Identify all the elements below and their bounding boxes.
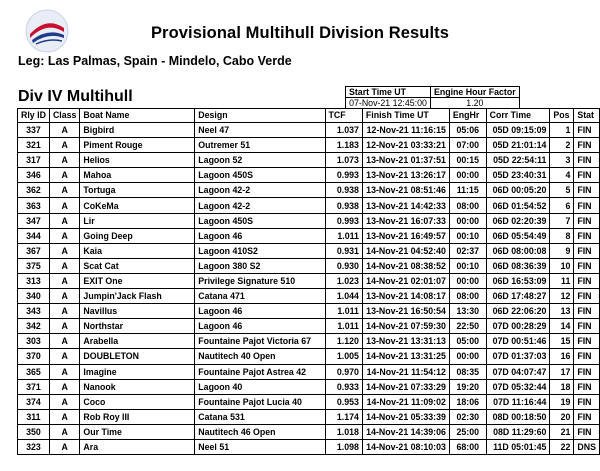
engine-hours-cell: 00:10 xyxy=(449,258,486,273)
position-cell: 5 xyxy=(550,183,574,198)
status-cell: FIN xyxy=(574,379,600,394)
race-meta-table xyxy=(345,86,520,109)
finish-time-cell: 14-Nov-21 11:54:12 xyxy=(362,364,449,379)
position-cell: 6 xyxy=(550,198,574,213)
position-cell: 19 xyxy=(550,394,574,409)
engine-hours-cell: 19:20 xyxy=(449,379,486,394)
table-row xyxy=(18,319,600,334)
position-cell: 16 xyxy=(550,349,574,364)
corrected-time-cell: 06D 17:48:27 xyxy=(486,289,550,304)
status-cell: FIN xyxy=(574,364,600,379)
engine-hours-cell: 18:06 xyxy=(449,394,486,409)
design-cell: Catana 531 xyxy=(195,409,325,424)
table-row xyxy=(18,228,600,243)
rally-id-cell: 375 xyxy=(18,258,50,273)
rally-id-cell: 371 xyxy=(18,379,50,394)
tcf-cell: 1.073 xyxy=(325,153,362,168)
engine-hours-cell: 00:00 xyxy=(449,213,486,228)
table-row xyxy=(18,258,600,273)
corrected-time-cell: 06D 00:05:20 xyxy=(486,183,550,198)
engine-hours-cell: 68:00 xyxy=(449,439,486,454)
engine-hours-cell: 11:15 xyxy=(449,183,486,198)
table-row xyxy=(18,198,600,213)
status-cell: FIN xyxy=(574,153,600,168)
engine-hours-cell: 25:00 xyxy=(449,424,486,439)
corrected-time-cell: 08D 00:18:50 xyxy=(486,409,550,424)
finish-time-cell: 14-Nov-21 04:52:40 xyxy=(362,243,449,258)
corrected-time-cell: 06D 22:06:20 xyxy=(486,304,550,319)
engine-hours-cell: 00:00 xyxy=(449,168,486,183)
design-cell: Lagoon 46 xyxy=(195,304,325,319)
design-cell: Neel 51 xyxy=(195,439,325,454)
class-cell: A xyxy=(49,304,79,319)
design-cell: Outremer 51 xyxy=(195,138,325,153)
start-time-label: Start Time UT xyxy=(346,87,431,98)
table-row xyxy=(18,409,600,424)
engine-hours-cell: 00:10 xyxy=(449,228,486,243)
corrected-time-cell: 06D 01:54:52 xyxy=(486,198,550,213)
engine-hours-cell: 00:15 xyxy=(449,153,486,168)
class-cell: A xyxy=(49,289,79,304)
corrected-time-cell: 05D 09:15:09 xyxy=(486,123,550,138)
rally-id-cell: 374 xyxy=(18,394,50,409)
finish-time-cell: 14-Nov-21 13:31:25 xyxy=(362,349,449,364)
boat-name-cell: DOUBLETON xyxy=(80,349,195,364)
position-cell: 2 xyxy=(550,138,574,153)
rally-id-cell: 321 xyxy=(18,138,50,153)
class-cell: A xyxy=(49,123,79,138)
rally-id-cell: 342 xyxy=(18,319,50,334)
finish-time-cell: 13-Nov-21 14:08:17 xyxy=(362,289,449,304)
position-cell: 21 xyxy=(550,424,574,439)
engine-hours-cell: 00:00 xyxy=(449,349,486,364)
table-row xyxy=(18,153,600,168)
tcf-cell: 1.120 xyxy=(325,334,362,349)
boat-name-cell: Kaia xyxy=(80,243,195,258)
tcf-cell: 1.011 xyxy=(325,319,362,334)
boat-name-cell: Imagine xyxy=(80,364,195,379)
rally-id-cell: 303 xyxy=(18,334,50,349)
status-cell: FIN xyxy=(574,228,600,243)
tcf-cell: 0.933 xyxy=(325,379,362,394)
table-row xyxy=(18,304,600,319)
division-title: Div IV Multihull xyxy=(18,88,133,105)
corrected-time-cell: 08D 11:29:60 xyxy=(486,424,550,439)
engine-hours-cell: 05:00 xyxy=(449,334,486,349)
tcf-cell: 1.044 xyxy=(325,289,362,304)
table-row xyxy=(18,289,600,304)
corrected-time-cell: 07D 05:32:44 xyxy=(486,379,550,394)
position-cell: 8 xyxy=(550,228,574,243)
boat-name-cell: Scat Cat xyxy=(80,258,195,273)
boat-name-cell: Ara xyxy=(80,439,195,454)
finish-time-cell: 14-Nov-21 08:10:03 xyxy=(362,439,449,454)
tcf-cell: 1.023 xyxy=(325,273,362,288)
finish-time-cell: 13-Nov-21 13:26:17 xyxy=(362,168,449,183)
design-cell: Lagoon 450S xyxy=(195,213,325,228)
boat-name-cell: Piment Rouge xyxy=(80,138,195,153)
leg-label: Leg: Las Palmas, Spain - Mindelo, Cabo Verde xyxy=(18,54,292,68)
finish-time-cell: 13-Nov-21 16:07:33 xyxy=(362,213,449,228)
finish-time-cell: 14-Nov-21 11:09:02 xyxy=(362,394,449,409)
start-time-value: 07-Nov-21 12:45:00 xyxy=(346,98,431,109)
corrected-time-cell: 07D 11:16:44 xyxy=(486,394,550,409)
boat-name-cell: Rob Roy III xyxy=(80,409,195,424)
boat-name-cell: Helios xyxy=(80,153,195,168)
status-cell: FIN xyxy=(574,213,600,228)
class-cell: A xyxy=(49,198,79,213)
column-header: Finish Time UT xyxy=(362,109,449,123)
position-cell: 4 xyxy=(550,168,574,183)
rally-id-cell: 343 xyxy=(18,304,50,319)
position-cell: 10 xyxy=(550,258,574,273)
boat-name-cell: Our Time xyxy=(80,424,195,439)
column-header: Stat xyxy=(574,109,600,123)
rally-id-cell: 346 xyxy=(18,168,50,183)
tcf-cell: 0.993 xyxy=(325,213,362,228)
corrected-time-cell: 07D 01:37:03 xyxy=(486,349,550,364)
tcf-cell: 1.098 xyxy=(325,439,362,454)
table-row xyxy=(18,394,600,409)
boat-name-cell: Tortuga xyxy=(80,183,195,198)
class-cell: A xyxy=(49,349,79,364)
rally-id-cell: 367 xyxy=(18,243,50,258)
status-cell: FIN xyxy=(574,243,600,258)
rally-id-cell: 347 xyxy=(18,213,50,228)
position-cell: 3 xyxy=(550,153,574,168)
tcf-cell: 1.183 xyxy=(325,138,362,153)
tcf-cell: 1.005 xyxy=(325,349,362,364)
rally-id-cell: 311 xyxy=(18,409,50,424)
tcf-cell: 0.970 xyxy=(325,364,362,379)
class-cell: A xyxy=(49,394,79,409)
class-cell: A xyxy=(49,439,79,454)
engine-hours-cell: 08:00 xyxy=(449,289,486,304)
finish-time-cell: 14-Nov-21 07:59:30 xyxy=(362,319,449,334)
engine-factor-label: Engine Hour Factor xyxy=(431,87,520,98)
tcf-cell: 0.953 xyxy=(325,394,362,409)
finish-time-cell: 14-Nov-21 14:39:06 xyxy=(362,424,449,439)
boat-name-cell: Bigbird xyxy=(80,123,195,138)
position-cell: 12 xyxy=(550,289,574,304)
finish-time-cell: 13-Nov-21 08:51:46 xyxy=(362,183,449,198)
finish-time-cell: 13-Nov-21 13:31:13 xyxy=(362,334,449,349)
rally-id-cell: 362 xyxy=(18,183,50,198)
table-header-row xyxy=(18,109,600,123)
design-cell: Nautitech 40 Open xyxy=(195,349,325,364)
table-row xyxy=(18,334,600,349)
column-header: Pos xyxy=(550,109,574,123)
class-cell: A xyxy=(49,213,79,228)
finish-time-cell: 14-Nov-21 02:01:07 xyxy=(362,273,449,288)
results-table xyxy=(17,108,600,455)
corrected-time-cell: 06D 16:53:09 xyxy=(486,273,550,288)
design-cell: Lagoon 40 xyxy=(195,379,325,394)
position-cell: 1 xyxy=(550,123,574,138)
design-cell: Lagoon 410S2 xyxy=(195,243,325,258)
column-header: Design xyxy=(195,109,325,123)
status-cell: FIN xyxy=(574,394,600,409)
class-cell: A xyxy=(49,273,79,288)
corrected-time-cell: 05D 23:40:31 xyxy=(486,168,550,183)
table-row xyxy=(18,213,600,228)
corrected-time-cell: 05D 22:54:11 xyxy=(486,153,550,168)
rally-id-cell: 337 xyxy=(18,123,50,138)
corrected-time-cell: 06D 08:00:08 xyxy=(486,243,550,258)
rally-id-cell: 344 xyxy=(18,228,50,243)
class-cell: A xyxy=(49,319,79,334)
tcf-cell: 1.037 xyxy=(325,123,362,138)
design-cell: Catana 471 xyxy=(195,289,325,304)
engine-hours-cell: 05:06 xyxy=(449,123,486,138)
boat-name-cell: EXIT One xyxy=(80,273,195,288)
tcf-cell: 1.011 xyxy=(325,228,362,243)
corrected-time-cell: 06D 02:20:39 xyxy=(486,213,550,228)
corrected-time-cell: 11D 05:01:45 xyxy=(486,439,550,454)
status-cell: FIN xyxy=(574,349,600,364)
position-cell: 11 xyxy=(550,273,574,288)
class-cell: A xyxy=(49,168,79,183)
finish-time-cell: 12-Nov-21 03:33:21 xyxy=(362,138,449,153)
class-cell: A xyxy=(49,183,79,198)
table-row xyxy=(18,168,600,183)
position-cell: 13 xyxy=(550,304,574,319)
results-body xyxy=(18,123,600,455)
design-cell: Lagoon 52 xyxy=(195,153,325,168)
tcf-cell: 0.930 xyxy=(325,258,362,273)
finish-time-cell: 14-Nov-21 05:33:39 xyxy=(362,409,449,424)
column-header: Corr Time xyxy=(486,109,550,123)
status-cell: FIN xyxy=(574,168,600,183)
rally-id-cell: 340 xyxy=(18,289,50,304)
status-cell: FIN xyxy=(574,138,600,153)
class-cell: A xyxy=(49,258,79,273)
rally-id-cell: 370 xyxy=(18,349,50,364)
boat-name-cell: Navillus xyxy=(80,304,195,319)
page-title: Provisional Multihull Division Results xyxy=(150,24,450,42)
position-cell: 22 xyxy=(550,439,574,454)
design-cell: Lagoon 46 xyxy=(195,319,325,334)
boat-name-cell: Northstar xyxy=(80,319,195,334)
boat-name-cell: Coco xyxy=(80,394,195,409)
corrected-time-cell: 06D 08:36:39 xyxy=(486,258,550,273)
class-cell: A xyxy=(49,243,79,258)
engine-hours-cell: 08:35 xyxy=(449,364,486,379)
column-header: Class xyxy=(49,109,79,123)
class-cell: A xyxy=(49,409,79,424)
position-cell: 14 xyxy=(550,319,574,334)
position-cell: 20 xyxy=(550,409,574,424)
tcf-cell: 0.931 xyxy=(325,243,362,258)
table-row xyxy=(18,243,600,258)
table-row xyxy=(18,349,600,364)
boat-name-cell: CoKeMa xyxy=(80,198,195,213)
engine-hours-cell: 02:37 xyxy=(449,243,486,258)
corrected-time-cell: 07D 00:51:46 xyxy=(486,334,550,349)
status-cell: FIN xyxy=(574,273,600,288)
engine-hours-cell: 00:00 xyxy=(449,273,486,288)
rally-id-cell: 317 xyxy=(18,153,50,168)
tcf-cell: 1.018 xyxy=(325,424,362,439)
status-cell: FIN xyxy=(574,334,600,349)
class-cell: A xyxy=(49,424,79,439)
status-cell: FIN xyxy=(574,319,600,334)
class-cell: A xyxy=(49,379,79,394)
finish-time-cell: 13-Nov-21 14:42:33 xyxy=(362,198,449,213)
table-row xyxy=(18,424,600,439)
finish-time-cell: 12-Nov-21 11:16:15 xyxy=(362,123,449,138)
position-cell: 15 xyxy=(550,334,574,349)
design-cell: Neel 47 xyxy=(195,123,325,138)
engine-hours-cell: 08:00 xyxy=(449,198,486,213)
design-cell: Lagoon 380 S2 xyxy=(195,258,325,273)
rally-id-cell: 323 xyxy=(18,439,50,454)
boat-name-cell: Jumpin'Jack Flash xyxy=(80,289,195,304)
boat-name-cell: Mahoa xyxy=(80,168,195,183)
corrected-time-cell: 05D 21:01:14 xyxy=(486,138,550,153)
table-row xyxy=(18,183,600,198)
finish-time-cell: 14-Nov-21 07:33:29 xyxy=(362,379,449,394)
boat-name-cell: Going Deep xyxy=(80,228,195,243)
design-cell: Fountaine Pajot Astrea 42 xyxy=(195,364,325,379)
corrected-time-cell: 07D 04:07:47 xyxy=(486,364,550,379)
boat-name-cell: Arabella xyxy=(80,334,195,349)
finish-time-cell: 14-Nov-21 08:38:52 xyxy=(362,258,449,273)
column-header: EngHr xyxy=(449,109,486,123)
engine-hours-cell: 22:50 xyxy=(449,319,486,334)
engine-hours-cell: 13:30 xyxy=(449,304,486,319)
table-row xyxy=(18,439,600,454)
finish-time-cell: 13-Nov-21 16:50:54 xyxy=(362,304,449,319)
status-cell: FIN xyxy=(574,304,600,319)
engine-factor-value: 1.20 xyxy=(431,98,520,109)
table-row xyxy=(18,379,600,394)
design-cell: Lagoon 42-2 xyxy=(195,198,325,213)
position-cell: 17 xyxy=(550,364,574,379)
finish-time-cell: 13-Nov-21 01:37:51 xyxy=(362,153,449,168)
corrected-time-cell: 07D 00:28:29 xyxy=(486,319,550,334)
column-header: TCF xyxy=(325,109,362,123)
class-cell: A xyxy=(49,364,79,379)
design-cell: Fountaine Pajot Victoria 67 xyxy=(195,334,325,349)
column-header: Rly ID xyxy=(18,109,50,123)
engine-hours-cell: 02:30 xyxy=(449,409,486,424)
status-cell: FIN xyxy=(574,258,600,273)
finish-time-cell: 13-Nov-21 16:49:57 xyxy=(362,228,449,243)
tcf-cell: 0.938 xyxy=(325,198,362,213)
tcf-cell: 1.011 xyxy=(325,304,362,319)
design-cell: Lagoon 450S xyxy=(195,168,325,183)
table-row xyxy=(18,138,600,153)
tcf-cell: 0.938 xyxy=(325,183,362,198)
table-row xyxy=(18,364,600,379)
status-cell: FIN xyxy=(574,198,600,213)
tcf-cell: 1.174 xyxy=(325,409,362,424)
status-cell: FIN xyxy=(574,123,600,138)
status-cell: FIN xyxy=(574,183,600,198)
design-cell: Privilege Signature 510 xyxy=(195,273,325,288)
class-cell: A xyxy=(49,334,79,349)
class-cell: A xyxy=(49,228,79,243)
status-cell: FIN xyxy=(574,289,600,304)
engine-hours-cell: 07:00 xyxy=(449,138,486,153)
tcf-cell: 0.993 xyxy=(325,168,362,183)
position-cell: 9 xyxy=(550,243,574,258)
rally-id-cell: 365 xyxy=(18,364,50,379)
design-cell: Nautitech 46 Open xyxy=(195,424,325,439)
status-cell: FIN xyxy=(574,424,600,439)
class-cell: A xyxy=(49,153,79,168)
corrected-time-cell: 06D 05:54:49 xyxy=(486,228,550,243)
column-header: Boat Name xyxy=(80,109,195,123)
class-cell: A xyxy=(49,138,79,153)
design-cell: Fountaine Pajot Lucia 40 xyxy=(195,394,325,409)
position-cell: 7 xyxy=(550,213,574,228)
position-cell: 18 xyxy=(550,379,574,394)
rally-id-cell: 350 xyxy=(18,424,50,439)
status-cell: DNS xyxy=(574,439,600,454)
design-cell: Lagoon 42-2 xyxy=(195,183,325,198)
rally-id-cell: 313 xyxy=(18,273,50,288)
rally-id-cell: 363 xyxy=(18,198,50,213)
boat-name-cell: Lir xyxy=(80,213,195,228)
table-row xyxy=(18,273,600,288)
boat-name-cell: Nanook xyxy=(80,379,195,394)
table-row xyxy=(18,123,600,138)
design-cell: Lagoon 46 xyxy=(195,228,325,243)
status-cell: FIN xyxy=(574,409,600,424)
